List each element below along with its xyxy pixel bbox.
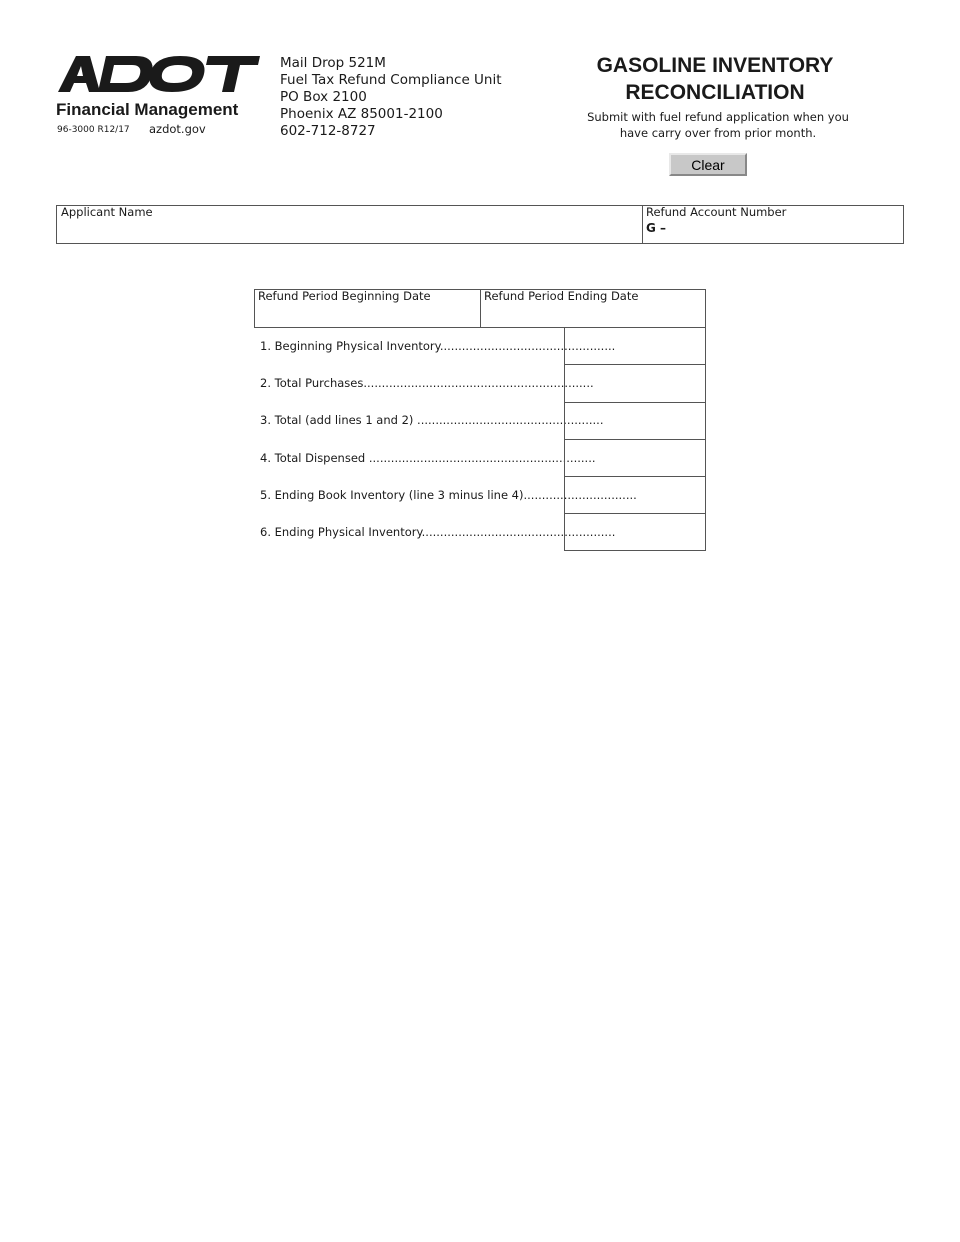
line-6-label: 6. Ending Physical Inventory..................................................... <box>260 525 616 539</box>
refund-account-prefix: G – <box>646 221 667 235</box>
form-instructions <box>560 109 876 141</box>
period-end-label: Refund Period Ending Date <box>484 289 639 303</box>
form-title-line: RECONCILIATION <box>625 81 805 104</box>
phone-number: 602-712-8727 <box>280 123 376 139</box>
refund-account-label: Refund Account Number <box>646 205 787 219</box>
period-begin-input[interactable] <box>256 306 482 328</box>
line-3-label: 3. Total (add lines 1 and 2) ................................................... <box>260 413 604 427</box>
address-line: PO Box 2100 <box>280 89 367 105</box>
form-title <box>570 52 860 106</box>
line-4-box <box>564 439 706 477</box>
applicant-name-label: Applicant Name <box>61 205 153 219</box>
applicant-name-input[interactable] <box>58 222 644 244</box>
beginning-physical-inventory-input[interactable] <box>565 328 705 364</box>
website-link: azdot.gov <box>149 122 206 136</box>
line-4-label: 4. Total Dispensed .............................................................. <box>260 451 596 465</box>
form-title-line: GASOLINE INVENTORY <box>596 54 834 77</box>
line-2-label: 2. Total Purchases............................................................... <box>260 376 594 390</box>
ending-physical-inventory-input[interactable] <box>565 513 705 550</box>
form-number: 96-3000 R12/17 <box>57 125 130 135</box>
line-1-box <box>564 327 706 365</box>
line-3-box <box>564 402 706 440</box>
refund-account-input[interactable] <box>672 222 904 244</box>
line-5-label: 5. Ending Book Inventory (line 3 minus line 4)............................... <box>260 488 637 502</box>
line-6-box <box>564 513 706 551</box>
line-1-label: 1. Beginning Physical Inventory................................................ <box>260 339 616 353</box>
address-line: Mail Drop 521M <box>280 55 386 71</box>
line-2-box <box>564 365 706 403</box>
adot-logo <box>56 54 262 120</box>
mailing-address <box>280 55 502 140</box>
ending-book-inventory-input[interactable] <box>565 476 705 513</box>
line-5-box <box>564 476 706 514</box>
period-end-input[interactable] <box>482 306 708 328</box>
address-line: Fuel Tax Refund Compliance Unit <box>280 72 502 88</box>
total-input[interactable] <box>565 402 705 439</box>
instruction-line: have carry over from prior month. <box>619 126 817 140</box>
address-line: Phoenix AZ 85001-2100 <box>280 106 443 122</box>
clear-button[interactable]: Clear <box>669 153 747 176</box>
instruction-line: Submit with fuel refund application when you <box>587 110 849 124</box>
department-name: Financial Management <box>56 100 239 119</box>
total-purchases-input[interactable] <box>565 365 705 402</box>
total-dispensed-input[interactable] <box>565 439 705 476</box>
period-begin-label: Refund Period Beginning Date <box>258 289 431 303</box>
